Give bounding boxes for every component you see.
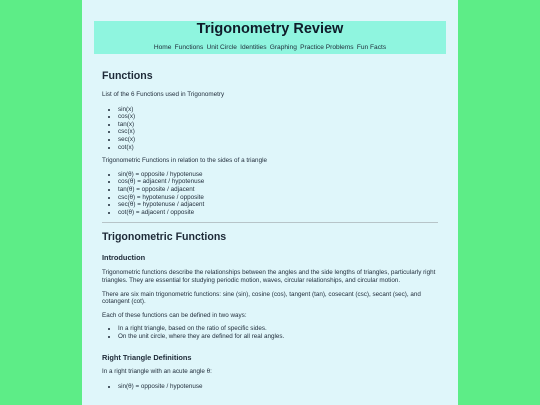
- nav-link-home[interactable]: Home: [153, 44, 172, 51]
- list-item: • In a right triangle, based on the ratio of specific sides.: [118, 325, 438, 333]
- list-item: • cot(x): [118, 144, 438, 152]
- intro-paragraph-1: Trigonometric functions describe the relationships between the angles and the side lengths of triangles, particularly right triangles. They are essential for studying periodic motion, waves, circular relationships, and circular motion.: [102, 269, 436, 284]
- list-item: • cos(x): [118, 113, 438, 121]
- list-item: • sec(θ) = hypotenuse / adjacent: [118, 201, 438, 209]
- list-item: • sec(x): [118, 136, 438, 144]
- list-item: • sin(x): [118, 106, 438, 114]
- nav-link-graphing[interactable]: Graphing: [269, 44, 297, 51]
- list-item: • tan(x): [118, 121, 438, 129]
- page-container: [82, 0, 458, 405]
- list-item: • csc(x): [118, 128, 438, 136]
- list-item: • sin(θ) = opposite / hypotenuse: [118, 383, 438, 391]
- functions-intro: List of the 6 Functions used in Trigonometry: [102, 91, 225, 98]
- right-triangle-heading: Right Triangle Definitions: [102, 353, 192, 363]
- list-item: • sin(θ) = opposite / hypotenuse: [118, 171, 438, 179]
- list-item: • csc(θ) = hypotenuse / opposite: [118, 194, 438, 202]
- functions-list: [102, 106, 438, 152]
- right-triangle-intro: In a right triangle with an acute angle θ:: [102, 368, 212, 376]
- functions-heading: Functions: [102, 70, 153, 82]
- relation-intro: Trigonometric Functions in relation to the sides of a triangle: [102, 157, 267, 165]
- main-content: [82, 70, 458, 391]
- nav-link-unit-circle[interactable]: Unit Circle: [206, 44, 237, 51]
- right-triangle-list: [102, 383, 438, 391]
- site-title: Trigonometry Review: [196, 21, 344, 37]
- list-item: • tan(θ) = opposite / adjacent: [118, 186, 438, 194]
- trig-heading: Trigonometric Functions: [102, 231, 227, 244]
- section-divider: [102, 222, 438, 223]
- intro-heading: Introduction: [102, 253, 146, 263]
- nav-link-functions[interactable]: Functions: [174, 44, 204, 51]
- relations-list: [102, 171, 438, 217]
- list-item: • cot(θ) = adjacent / opposite: [118, 209, 438, 217]
- site-header: [94, 21, 446, 54]
- list-item: • cos(θ) = adjacent / hypotenuse: [118, 178, 438, 186]
- nav-link-identities[interactable]: Identities: [240, 44, 267, 51]
- nav-link-fun-facts[interactable]: Fun Facts: [356, 44, 387, 51]
- list-item: • On the unit circle, where they are defined for all real angles.: [118, 333, 438, 341]
- intro-paragraph-2: There are six main trigonometric functions: sine (sin), cosine (cos), tangent (tan), cosecant (csc), secant (sec), and cotangent (cot).: [102, 290, 421, 306]
- intro-paragraph-3: Each of these functions can be defined in two ways:: [102, 311, 247, 319]
- nav-link-practice-problems[interactable]: Practice Problems: [300, 44, 354, 51]
- ways-list: [102, 325, 438, 340]
- nav-bar: [94, 44, 446, 52]
